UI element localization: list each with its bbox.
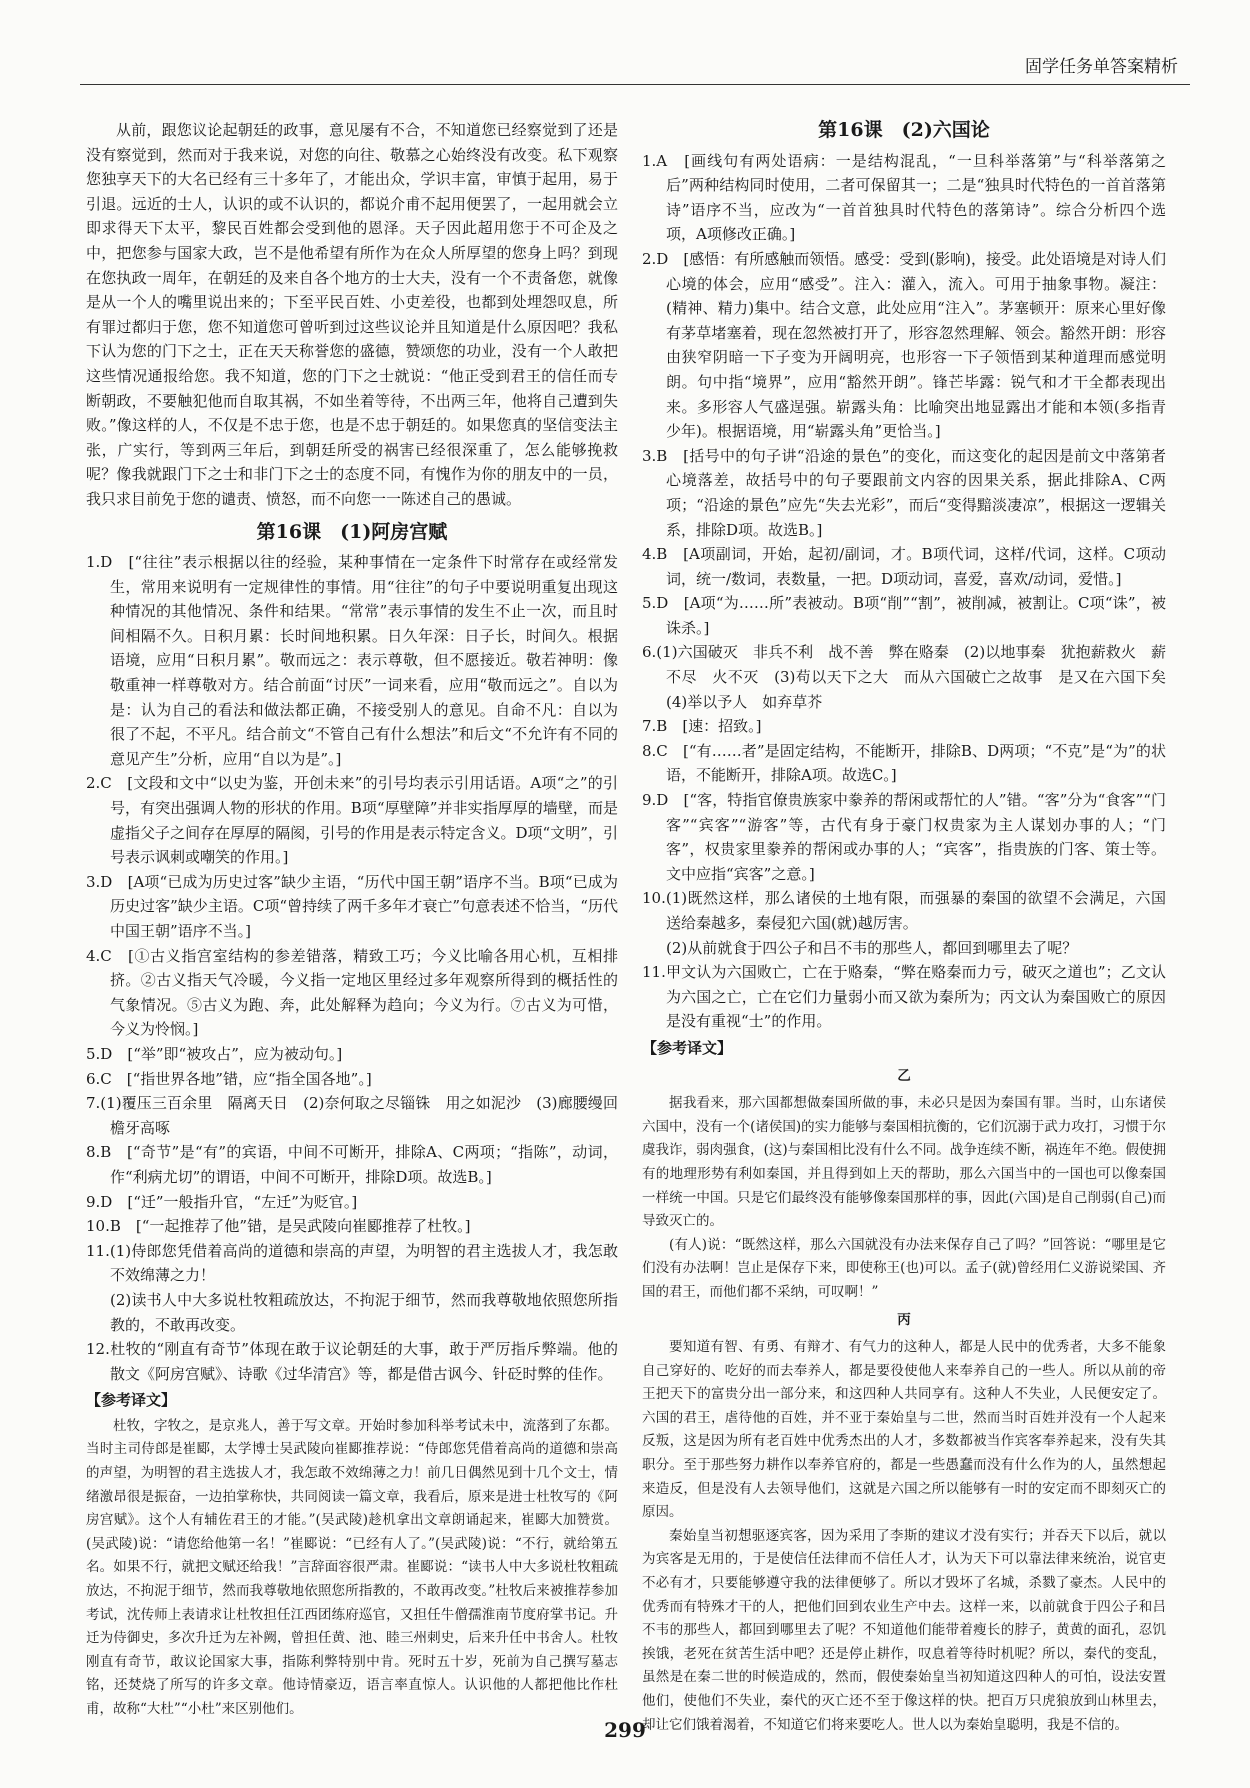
section-label-yi: 乙 [897,1067,911,1084]
answer-item: 3.D [A项“已成为历史过客”缺少主语，“历代中国王朝”语序不当。B项“已成为历史过客”缺少主语。C项“曾持续了两千多年才衰亡”句意表述不恰当，“历代中国王朝”语序不当。] [86,872,618,940]
answer-item: 10.(1)既然这样，那么诸侯的土地有限，而强暴的秦国的欲望不会满足，六国送给秦越多，秦侵犯六国(就)越厉害。 [642,889,1166,932]
lesson-title-afang: 第16课 (1)阿房宫赋 [256,520,448,543]
intro-paragraph: 从前，跟您议论起朝廷的政事，意见屡有不合，不知道您已经察觉到了还是没有察觉到，然而对于我来说，对您的向往、敬慕之心始终没有改变。私下观察您独享天下的大名已经有三十多年了，才能出众，学识丰富，审慎于起用，易于引退。远近的士人，认识的或不认识的，都说介甫不起用便罢了，一起用就会立即求得天下太平，黎民百姓都会受到他的恩泽。天子因此超用您于不可企及之中，把您参与国家大政，岂不是他希望有所作为在众人所厚望的您身上吗？到现在您执政一周年，在朝廷的及来自各个地方的士大夫，没有一个不责备您，就像是从一个人的嘴里说出来的；下至平民百姓、小吏差役，也都到处埋怨叹息，所有罪过都归于您，您不知道您可曾听到过这些议论并且知道是什么原因吧？我私下认为您的门下之士，正在天天称誉您的盛德，赞颂您的功业，没有一个人敢把这些情况通报给您。我不知道，您的门下之士就说：“他正受到君王的信任而专断朝政，不要触犯他而自取其祸，不如坐着等待，不出两三年，他将自己遭到失败。”像这样的人，不仅是不忠于您，也是不忠于朝廷的。如果您真的坚信变法主张，广实行，等到两三年后，到朝廷所受的祸害已经很深重了，怎么能够挽救呢？像我就跟门下之士和非门下之士的态度不同，有愧作为你的朋友中的一员，我只求目前免于您的谴责、愤怒，而不向您一一陈述自己的愚诚。 [86,121,618,508]
translation-paragraph: (有人)说：“既然这样，那么六国就没有办法来保存自己了吗？”回答说：“哪里是它们没有办法啊！岂止是保存下来，即使称王(也)可以。孟子(就)曾经用仁义游说梁国、齐国的君王，而他们都不采纳，可叹啊！” [642,1236,1166,1300]
translation-paragraph: 秦始皇当初想驱逐宾客，因为采用了李斯的建议才没有实行；并吞天下以后，就以为宾客是无用的，于是使信任法律而不信任人才，认为天下可以靠法律来统治，说官吏不必有才，只要能够遵守我的法律便够了。所以才毁坏了名城，杀戮了豪杰。人民中的优秀而有特殊才干的人，把他们回到农业生产中去。这样一来，以前就食于四公子和吕不韦的那些人，都回到哪里去了呢？不知道他们能带着瘦长的脖子，黄黄的面孔，忍饥挨饿，老死在贫苦生活中吧？还是停止耕作，叹息着等待时机呢？所以，秦代的变乱，虽然是在秦二世的时候造成的，然而，假使秦始皇当初知道这四种人的可怕，设法安置他们，使他们不失业，秦代的灭亡还不至于像这样的快。把百万只虎狼放到山林里去，却让它们饿着渴着，不知道它们将来要吃人。世人以为秦始皇聪明，我是不信的。 [642,1527,1166,1733]
translation-paragraph: 要知道有智、有勇、有辩才、有气力的这种人，都是人民中的优秀者，大多不能象自己穿好的、吃好的而去奉养人，都是要役使他人来奉养自己的一些人。所以从前的帝王把天下的富贵分出一部分来，和这四种人共同享有。这种人不失业，人民便安定了。六国的君王，虐待他的百姓，并不亚于秦始皇与二世，然而当时百姓并没有一个人起来反叛，这是因为所有老百姓中优秀杰出的人才，多数都被当作宾客奉养起来，没有失其职分。至于那些努力耕作以奉养官府的，都是一些愚蠢而没有什么作为的人，虽然想起来造反，但是没有人去领导他们，这就是六国之所以能够有一时的安定而不即刻灭亡的原因。 [642,1339,1166,1521]
answer-item: 10.B [“一起推荐了他”错，是吴武陵向崔郾推荐了杜牧。] [86,1217,471,1236]
right-column [642,118,1182,1737]
answer-item: 7.(1)覆压三百余里 隔离天日 (2)奈何取之尽锱铢 用之如泥沙 (3)廊腰缦回 檐牙高啄 [86,1094,634,1137]
header-rule [80,84,1190,85]
answer-item: 2.C [文段和文中“以史为鉴，开创未来”的引号均表示引用话语。A项“之”的引号，有突出强调人物的形状的作用。B项“厚壁障”并非实指厚厚的墙壁，而是虚指父子之间存在厚厚的隔阂，引号的作用是表示特定含义。D项“文明”，引号表示讽刺或嘲笑的作用。] [86,774,618,867]
translation-paragraph: 杜牧，字牧之，是京兆人，善于写文章。开始时参加科举考试未中，流落到了东都。当时主司侍郎是崔郾，太学博士吴武陵向崔郾推荐说：“侍郎您凭借着高尚的道德和崇高的声望，为明智的君主选拔人才，我怎敢不效绵薄之力！前几日偶然见到十几个文士，情绪激昂很是振奋，一边拍掌称快，共同阅读一篇文章，我看后，原来是进士杜牧写的《阿房宫赋》。这个人有辅佐君王的才能。”(吴武陵)趁机拿出文章朗诵起来，崔郾大加赞赏。(吴武陵)说：“请您给他第一名！”崔郾说：“已经有人了。”(吴武陵)说：“不行，就给第五名。如果不行，就把文赋还给我！”言辞面容很严肃。崔郾说：“读书人中大多说杜牧粗疏放达，不拘泥于细节，然而我尊敬地依照您所指教的，不敢再改变。”杜牧后来被推荐参加考试，沈传师上表请求让杜牧担任江西团练府巡官，又担任牛僧孺淮南节度府掌书记。升迁为侍御史，多次升迁为左补阙，曾担任黄、池、睦三州刺史，后来升任中书舍人。杜牧刚直有奇节，敢议论国家大事，指陈利弊特别中肯。死时五十岁，死前为自己撰写墓志铭，还焚烧了所写的许多文章。他诗情豪迈，语言率直惊人。认识他的人都把他比作杜甫，故称“大杜”“小杜”来区别他们。 [86,1417,618,1717]
section-label-bing: 丙 [897,1311,911,1328]
left-column [86,118,634,1722]
answer-item: 6.C [“指世界各地”错，应“指全国各地”。] [86,1069,372,1088]
answer-item: 5.D [A项“为……所”表被动。B项“削”“割”，被削减，被割让。C项“诛”，被诛杀。] [642,594,1166,637]
answer-item: 8.B [“奇节”是“有”的宾语，中间不可断开，排除A、C两项；“指陈”，动词，作“利病尤切”的谓语，中间不可断开，排除D项。故选B。] [86,1143,618,1186]
answer-item: 6.(1)六国破灭 非兵不利 战不善 弊在赂秦 (2)以地事秦 犹抱薪救火 薪不尽 火不灭 (3)苟以天下之大 而从六国破亡之故事 是又在六国下矣 (4)举以予人 如弃草芥 [642,643,1182,711]
answer-item: 1.A [画线句有两处语病：一是结构混乱，“一旦科举落第”与“科举落第之后”两种结构同时使用，二者可保留其一；二是“独具时代特色的一首首落第诗”语序不当，应改为“一首首独具时代特色的落第诗”。综合分析四个选项，A项修改正确。] [642,151,1166,244]
answer-item: 3.B [括号中的句子讲“沿途的景色”的变化，而这变化的起因是前文中落第者心境落差，故括号中的句子要跟前文内容的因果关系，据此排除A、C两项；“沿途的景色”应先“失去光彩”，而后“变得黯淡凄凉”，根据这一逻辑关系，排除D项。故选B。] [642,446,1166,539]
answer-subitem: (2)从前就食于四公子和吕不韦的那些人，都回到哪里去了呢？ [666,938,1078,957]
answer-item: 1.D [“往往”表示根据以往的经验，某种事情在一定条件下时常存在或经常发生，常用来说明有一定规律性的事情。用“往往”的句子中要说明重复出现这种情况的其他情况、条件和结果。“常常”表示事情的发生不止一次，而且时间相隔不久。日积月累：长时间地积累。日久年深：日子长，时间久。根据语境，应用“日积月累”。敬而远之：表示尊敬，但不愿接近。敬若神明：像敬重神一样尊敬对方。结合前面“讨厌”一词来看，应用“敬而远之”。自以为是：认为自己的看法和做法都正确，不接受别人的意见。自命不凡：自以为很了不起，不平凡。结合前文“不管自己有什么想法”和后文“不允许有不同的意见产生”分析，应用“自以为是”。] [86,553,618,768]
page-number: 299 [604,1718,646,1742]
answer-item: 11.甲文认为六国败亡，亡在于赂秦，“弊在赂秦而力亏，破灭之道也”；乙文认为六国之亡，亡在它们力量弱小而又欲为秦所为；丙文认为秦国败亡的原因是没有重视“士”的作用。 [642,963,1166,1031]
translation-paragraph: 据我看来，那六国都想做秦国所做的事，未必只是因为秦国有罪。当时，山东诸侯六国中，没有一个(诸侯国)的实力能够与秦国相抗衡的，它们沉溺于武力攻打，习惯于尔虞我诈，弱肉强食，(这)与秦国相比没有什么不同。战争连续不断，祸连年不绝。假使拥有的地理形势有利如秦国，并且得到如上天的帮助，那么六国当中的一国也可以像秦国一样统一中国。只是它们最终没有能够像秦国那样的事，因此(六国)是自己削弱(自己)而导致灭亡的。 [642,1095,1166,1230]
lesson-title-liuguo: 第16课 (2)六国论 [818,119,990,141]
answer-subitem: (2)读书人中大多说杜牧粗疏放达，不拘泥于细节，然而我尊敬地依照您所指教的，不敢再改变。 [110,1290,618,1334]
answer-item: 2.D [感悟：有所感触而领悟。感受：受到(影响)，接受。此处语境是对诗人们心境的体会，应用“感受”。注入：灌入，流入。可用于抽象事物。凝注：(精神、精力)集中。结合文意，此处应用“注入”。茅塞顿开：原来心里好像有茅草堵塞着，现在忽然被打开了，形容忽然理解、领会。豁然开朗：形容由狭窄阴暗一下子变为开阔明亮，也形容一下子领悟到某种道理而感觉明朗。句中指“境界”，应用“豁然开朗”。锋芒毕露：锐气和才干全都表现出来。多形容人气盛逞强。崭露头角：比喻突出地显露出才能和本领(多指青少年)。根据语境，用“崭露头角”更恰当。] [642,249,1166,441]
answer-item: 11.(1)侍郎您凭借着高尚的道德和崇高的声望，为明智的君主选拔人才，我怎敢不效绵薄之力！ [86,1241,618,1285]
answer-item: 8.C [“有……者”是固定结构，不能断开，排除B、D两项；“不克”是“为”的状语，不能断开，排除A项。故选C。] [642,741,1166,785]
answer-item: 9.D [“客，特指官僚贵族家中豢养的帮闲或帮忙的人”错。“客”分为“食客”“门客”“宾客”“游客”等，古代有身于豪门权贵家为主人谋划办事的人；“门客”，权贵家里豢养的帮闲或办事的人；“宾客”，指贵族的门客、策士等。文中应指“宾客”之意。] [642,791,1166,883]
answer-item: 12.杜牧的“刚直有奇节”体现在敢于议论朝廷的大事，敢于严厉指斥弊端。他的散文《阿房宫赋》、诗歌《过华清宫》等，都是借古讽今、针砭时弊的佳作。 [86,1340,618,1383]
answer-item: 4.C [①古义指宫室结构的参差错落，精致工巧；今义比喻各用心机，互相排挤。②古义指天气冷暖，今义指一定地区里经过多年观察所得到的概括性的气象情况。⑤古义为跑、奔，此处解释为趋向；今义为行。⑦古义为可惜，今义为怜悯。] [86,946,618,1039]
answer-item: 5.D [“举”即“被攻占”，应为被动句。] [86,1044,343,1063]
answer-item: 7.B [速：招致。] [642,717,762,736]
answer-item: 4.B [A项副词，开始，起初/副词，才。B项代词，这样/代词，这样。C项动词，统一/数词，表数量，一把。D项动词，喜爱，喜欢/动词，爱惜。] [642,545,1166,588]
reference-translation-label: 【参考译文】 [642,1038,733,1057]
reference-translation-label: 【参考译文】 [86,1391,177,1410]
page-header-title: 固学任务单答案精析 [1025,57,1178,77]
answer-item: 9.D [“迁”一般指升官，“左迁”为贬官。] [86,1192,358,1211]
